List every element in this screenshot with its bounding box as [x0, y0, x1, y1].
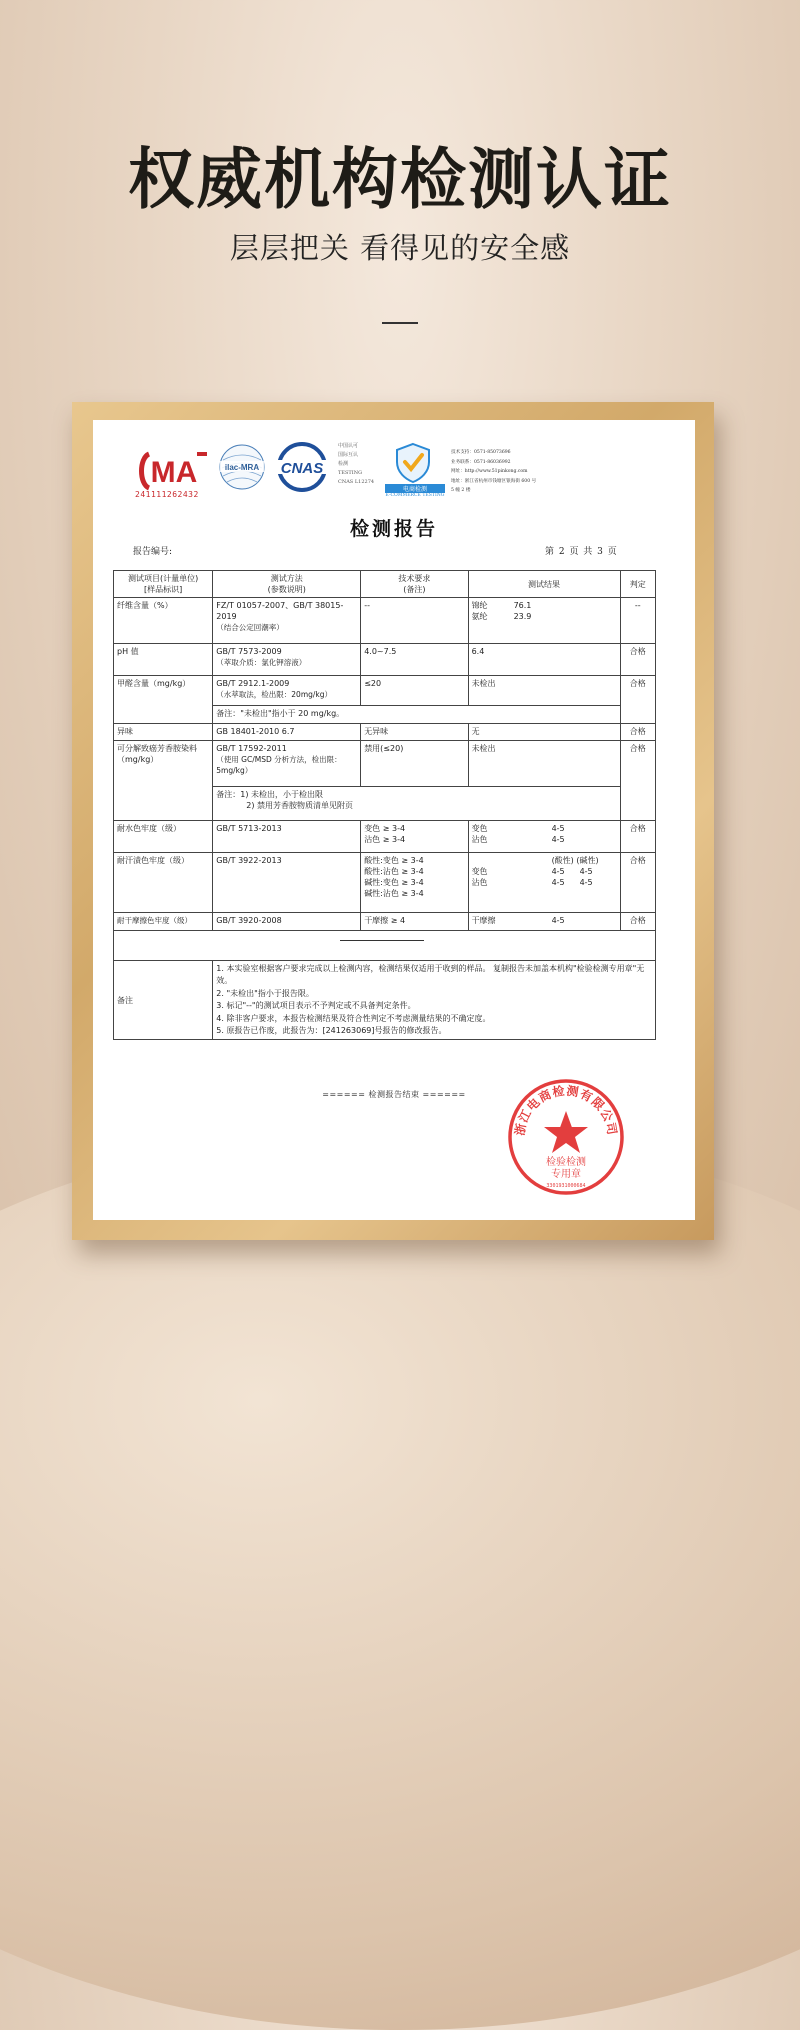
note-item: 2. "未检出"指小于报告限。 — [216, 988, 314, 998]
table-row: 耐汗渍色牢度（级） GB/T 3922-2013 酸性:变色 ≥ 3-4 酸性:沾色 ≥ 3-4 碱性:变色 ≥ 3-4 碱性:沾色 ≥ 3-4 (酸性) (碱性) 变色 4-5 4-5 沾色 4-5 4-5 合格 — [114, 853, 656, 913]
contact-line: 网址：http://www.51pinkong.com — [451, 469, 528, 475]
note-item: 3. 标记"--"的测试项目表示不予判定或不具备判定条件。 — [216, 1001, 416, 1011]
divider — [382, 322, 418, 324]
note-item: 5. 原报告已作废，此报告为：[241263069]号报告的修改报告。 — [216, 1026, 447, 1036]
contact-line: 技术支持：0571-85073696 — [451, 450, 511, 455]
seal-purpose-2: 专用章 — [551, 1169, 581, 1180]
shield-caption-en: E-COMMERCE TESTING — [385, 493, 445, 498]
table-row: pH 值 GB/T 7573-2009 （萃取介质：氯化钾溶液） 4.0~7.5 6.4 合格 — [114, 644, 656, 676]
ilac-logo-icon — [217, 442, 267, 492]
shield-caption-cn: 电商检测 — [385, 484, 445, 493]
page-title: 权威机构检测认证 — [128, 141, 672, 218]
page-indicator: 第 2 页 共 3 页 — [545, 547, 618, 557]
note-item: 4. 除非客户要求，本报告检测结果及符合性判定不考虑测量结果的不确定度。 — [216, 1013, 491, 1023]
header-item: 测试项目(计量单位) [样品标识] — [114, 571, 213, 598]
header-requirement: 技术要求 (备注) — [361, 571, 468, 598]
report-end-marker: ====== 检测报告结束 ====== — [322, 1090, 466, 1099]
table-row: 可分解致癌芳香胺染料（mg/kg） GB/T 17592-2011 （使用 GC/MSD 分析方法，检出限：5mg/kg） 禁用(≤20) 未检出 合格 — [114, 741, 656, 787]
ma-number: 241111262432 — [135, 490, 199, 499]
seal-purpose: 检验检测 — [546, 1157, 586, 1168]
accreditation-line: 中国认可 — [338, 443, 359, 449]
table-row — [114, 931, 656, 961]
notes-row — [114, 961, 656, 1040]
report-title: 检测报告 — [349, 518, 438, 540]
header-verdict: 判定 — [620, 571, 655, 598]
table-row: 纤维含量（%） FZ/T 01057-2007、GB/T 38015-2019 （结合公定回潮率） -- 锦纶 76.1 氨纶 23.9 -- — [114, 598, 656, 644]
cma-logo-icon — [135, 448, 213, 494]
report-paper — [93, 420, 695, 1220]
cnas-logo-icon — [271, 442, 333, 492]
table-row: 备注：1) 未检出，小于检出限 2) 禁用芳香胺物质清单见附页 — [114, 787, 656, 821]
table-row: 备注："未检出"指小于 20 mg/kg。 — [114, 706, 656, 724]
table-row: 甲醛含量（mg/kg） GB/T 2912.1-2009 （水萃取法，检出限：20mg/kg） ≤20 未检出 合格 — [114, 676, 656, 706]
accreditation-line: 国际互认 — [338, 452, 359, 458]
header-method: 测试方法 (参数说明) — [213, 571, 361, 598]
table-row: 耐水色牢度（级） GB/T 5713-2013 变色 ≥ 3-4 沾色 ≥ 3-4 变色 4-5 沾色 4-5 合格 — [114, 821, 656, 853]
shield-caption — [385, 484, 445, 498]
separator-line — [340, 940, 424, 941]
notes-label: 备注 — [114, 961, 213, 1040]
cnas-text: CNAS — [280, 460, 324, 477]
ilac-text: ilac-MRA — [224, 463, 260, 472]
accreditation-line: CNAS L12274 — [338, 479, 375, 485]
page-subtitle: 层层把关 看得见的安全感 — [229, 231, 571, 265]
report-number-label: 报告编号: — [133, 547, 173, 557]
accreditation-line: 检测 — [338, 461, 349, 467]
accreditation-line: TESTING — [338, 470, 363, 476]
report-table — [113, 570, 656, 1040]
table-row: 异味 GB 18401-2010 6.7 无异味 无 合格 — [114, 724, 656, 741]
contact-line: 5 幢 2 楼 — [451, 488, 471, 494]
shield-check-icon — [393, 442, 433, 484]
seal-code: 3301931000684 — [546, 1183, 586, 1189]
official-seal-icon — [506, 1077, 626, 1197]
contact-line: 业务联系：0571-86036992 — [451, 459, 511, 465]
notes-list — [213, 961, 656, 1040]
table-header-row — [114, 571, 656, 598]
contact-info — [451, 448, 536, 496]
seal-org: 浙江电商检测有限公司 — [512, 1083, 620, 1137]
contact-line: 地址：浙江省杭州市钱塘区银海街 600 号 — [451, 478, 537, 484]
note-item: 1. 本实验室根据客户要求完成以上检测内容，检测结果仅适用于收到的样品。 复制报告未加盖本机构"检验检测专用章"无效。 — [216, 964, 645, 986]
accreditation-text — [338, 442, 374, 487]
ma-text: MA — [150, 456, 198, 489]
header-result: 测试结果 — [468, 571, 620, 598]
table-row: 耐干摩擦色牢度（级） GB/T 3920-2008 干摩擦 ≥ 4 干摩擦 4-5 合格 — [114, 913, 656, 931]
background-arc — [0, 1130, 800, 2030]
